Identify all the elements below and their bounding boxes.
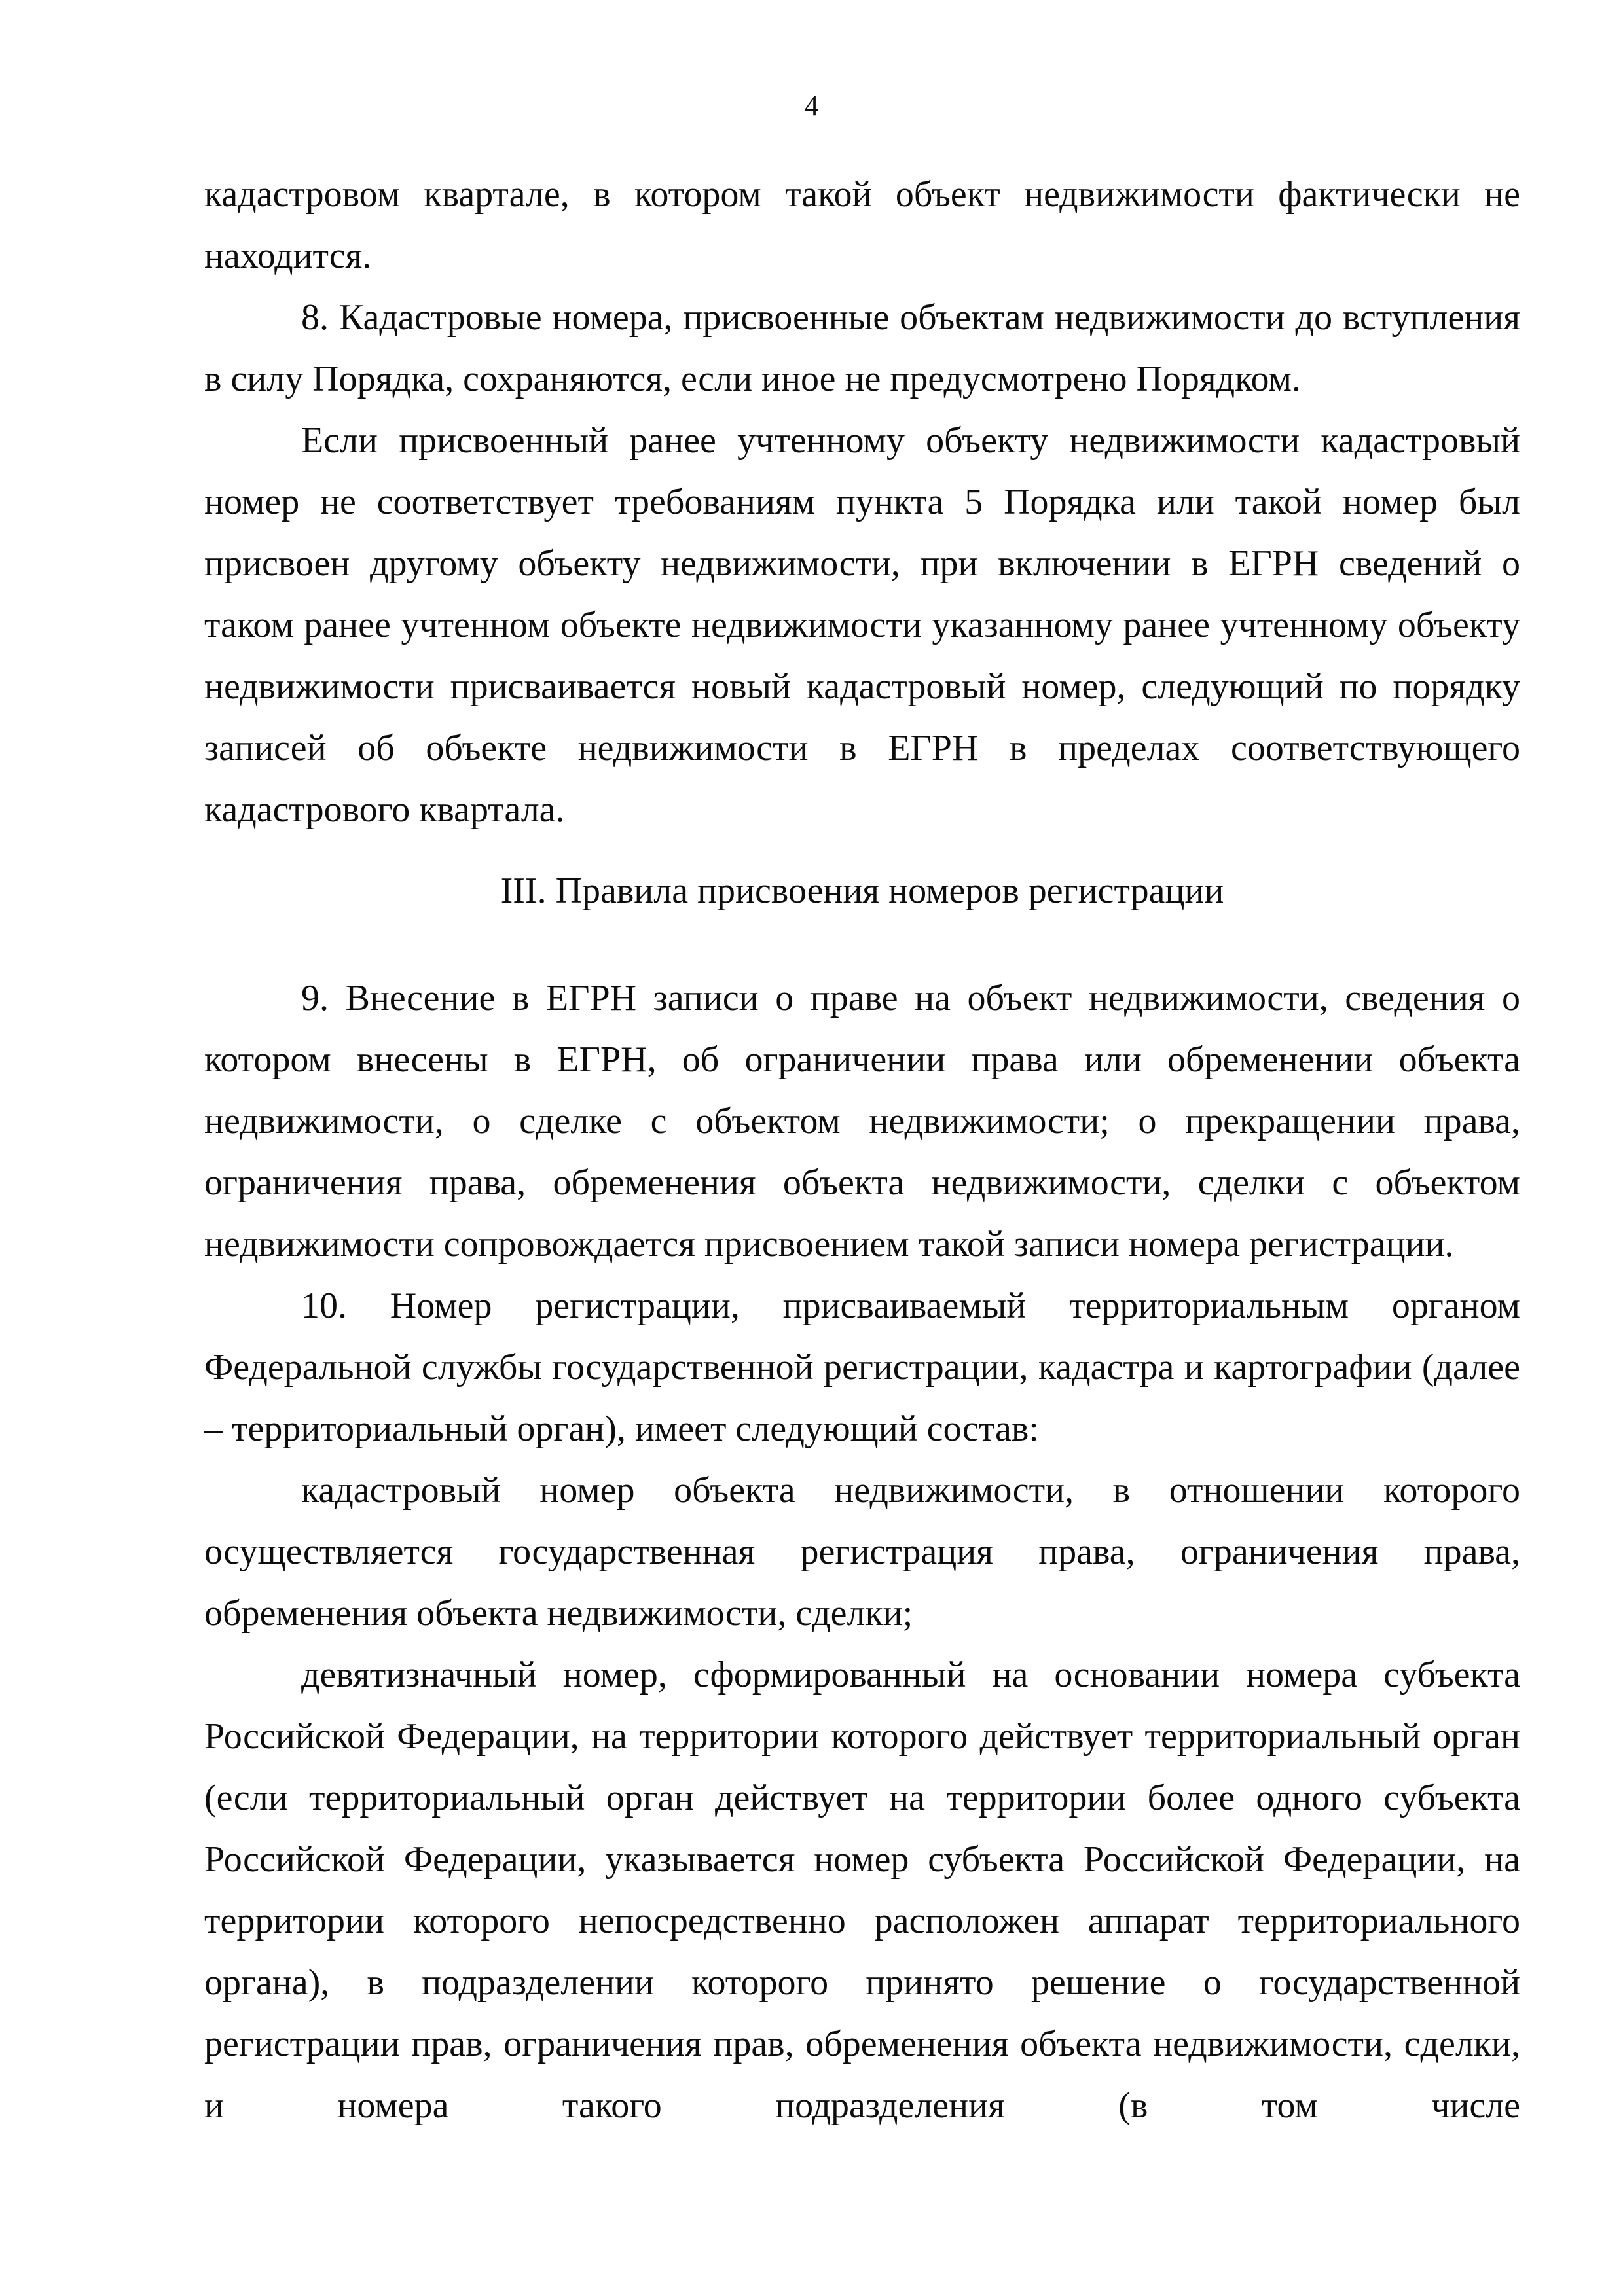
page-number: 4 (804, 90, 819, 122)
section-heading: III. Правила присвоения номеров регистрации (500, 870, 1224, 911)
paragraph-item-10: 10. Номер регистрации, присваиваемый территориальным органом Федеральной службы государственной регистрации, кадастра и картографии (далее – территориальный орган), имеет следующий состав: (204, 1285, 1520, 1449)
paragraph-item-9: 9. Внесение в ЕГРН записи о праве на объект недвижимости, сведения о котором внесены в ЕГРН, об ограничении права или обременении объекта недвижимости, о сделке с объектом недвижимости; о прекращении права, ограничения права, обременения объекта недвижимости, сделки с объектом недвижимости сопровождается присвоением такой записи номера регистрации. (204, 978, 1520, 1265)
paragraph-renumbering: Если присвоенный ранее учтенному объекту недвижимости кадастровый номер не соответствует требованиям пункта 5 Порядка или такой номер был присвоен другому объекту недвижимости, при включении в ЕГРН сведений о таком ранее учтенном объекте недвижимости указанному ранее учтенному объекту недвижимости присваивается новый кадастровый номер, следующий по порядку записей об объекте недвижимости в ЕГРН в пределах соответствующего кадастрового квартала. (204, 420, 1520, 830)
document-body (204, 164, 1520, 2136)
paragraph-item-8: 8. Кадастровые номера, присвоенные объектам недвижимости до вступления в силу Порядка, сохраняются, если иное не предусмотрено Порядком. (204, 297, 1520, 399)
paragraph-continuation: кадастровом квартале, в котором такой объект недвижимости фактически не находится. (204, 174, 1520, 276)
paragraph-cadastral-number: кадастровый номер объекта недвижимости, в отношении которого осуществляется государственная регистрация права, ограничения права, обременения объекта недвижимости, сделки; (204, 1470, 1520, 1634)
paragraph-nine-digit-number: девятизначный номер, сформированный на основании номера субъекта Российской Федерации, на территории которого действует территориальный орган (если территориальный орган действует на территории более одного субъекта Российской Федерации, указывается номер субъекта Российской Федерации, на территории которого непосредственно расположен аппарат территориального органа), в подразделении которого принято решение о государственной регистрации прав, ограничения прав, обременения объекта недвижимости, сделки, и номера такого подразделения (в том числе (204, 1655, 1520, 2126)
